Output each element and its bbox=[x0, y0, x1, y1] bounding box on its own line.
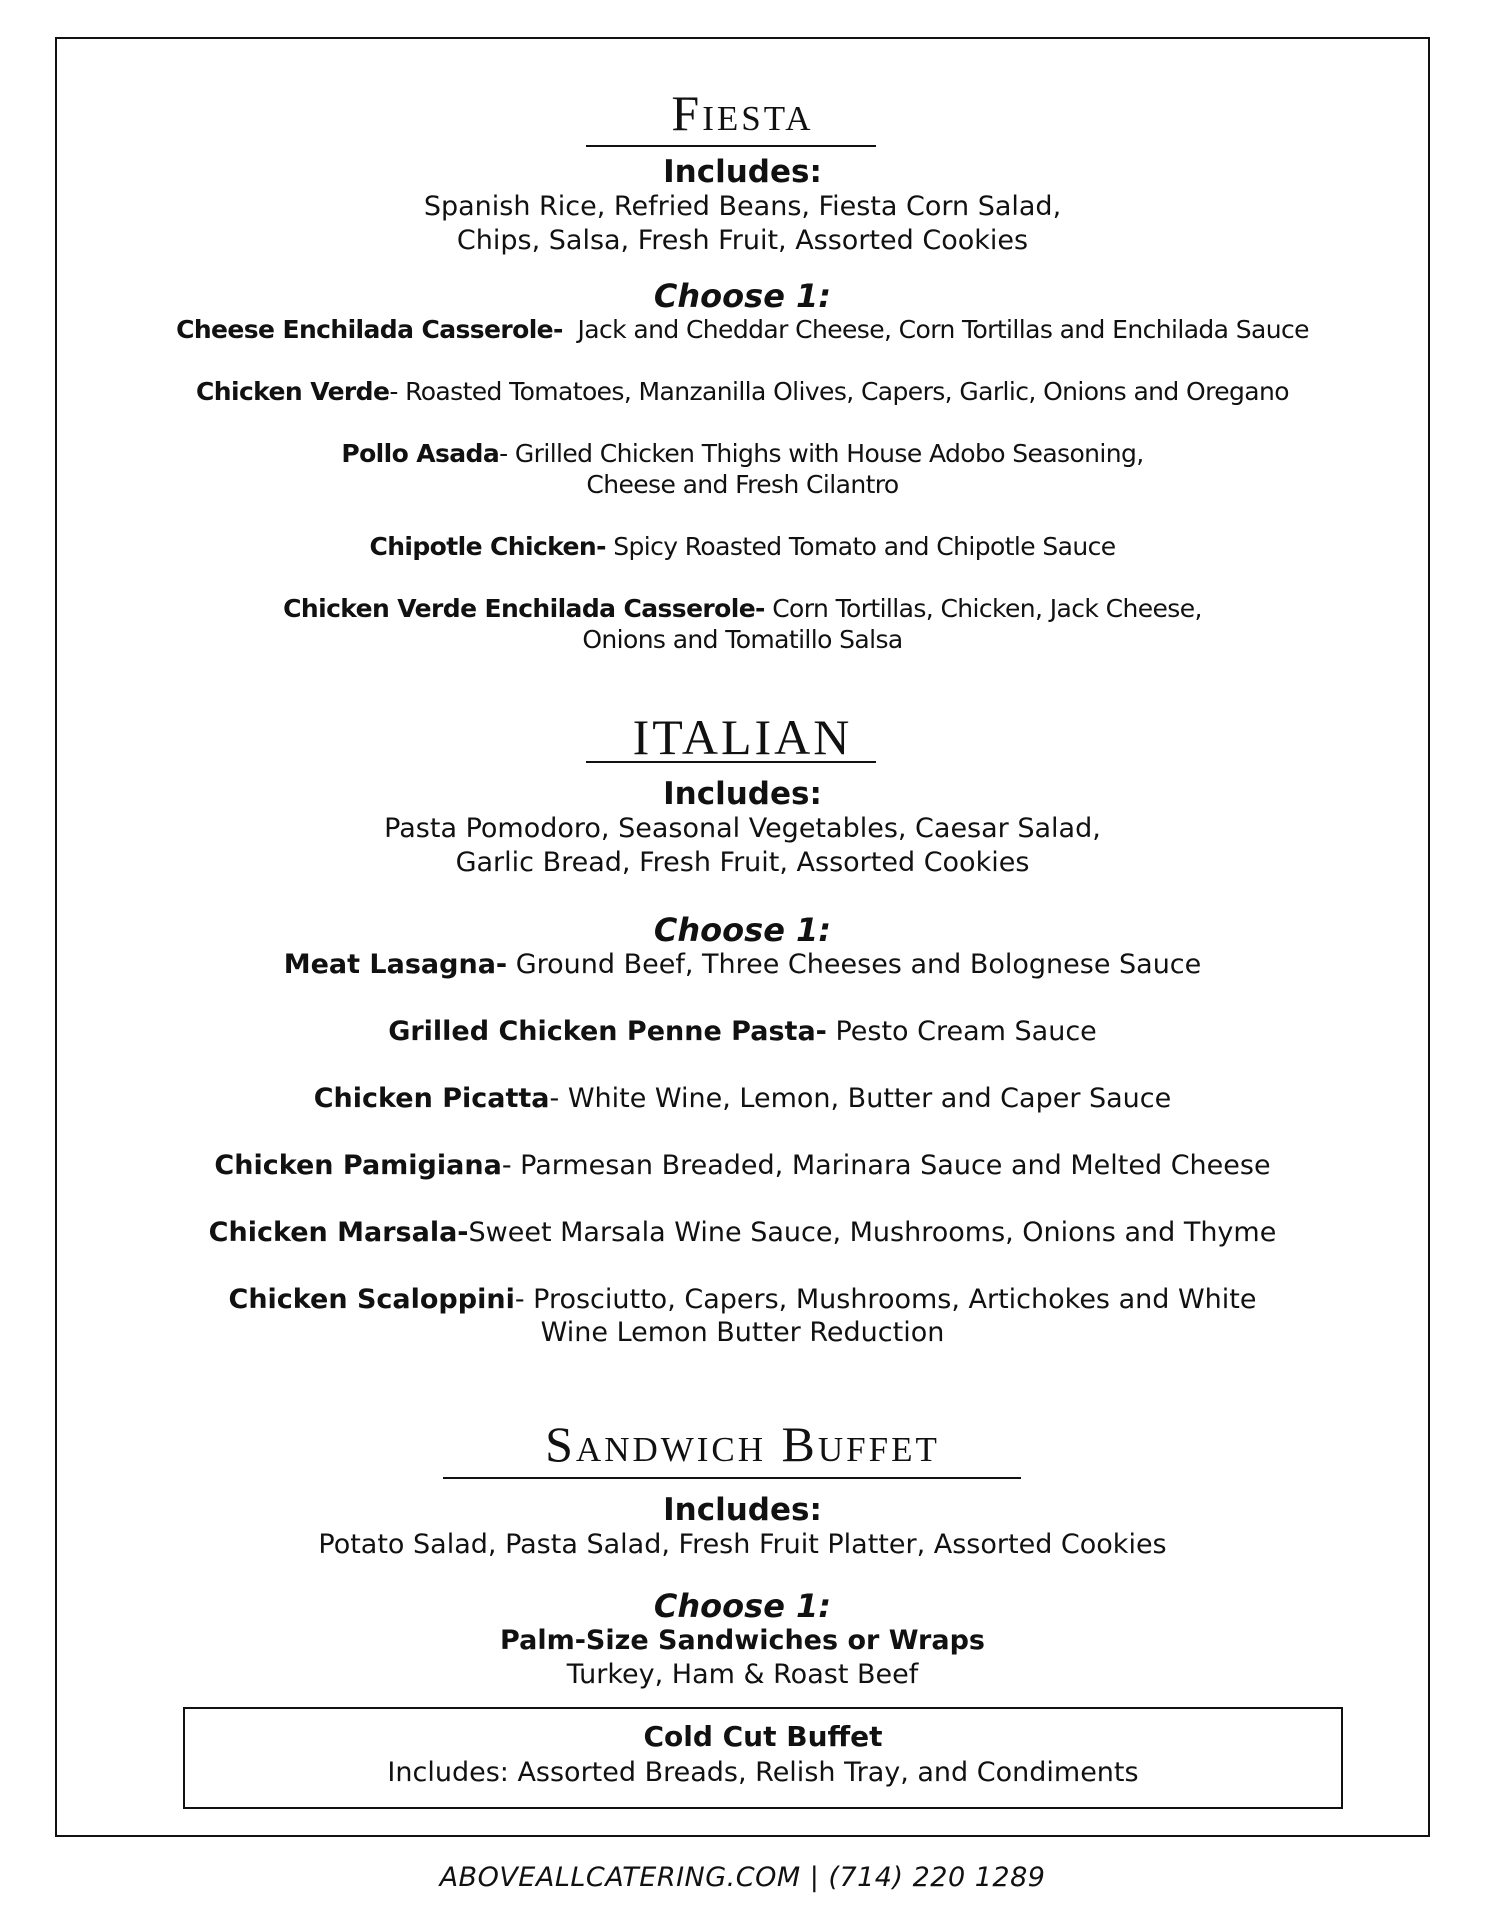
fiesta-menu-item bbox=[0, 534, 1485, 559]
item-desc: - Parmesan Breaded, Marinara Sauce and Melted Cheese bbox=[501, 1150, 1271, 1181]
italian-menu-item bbox=[0, 951, 1485, 978]
item-desc: Pesto Cream Sauce bbox=[826, 1016, 1097, 1047]
sandwich-option-desc: Turkey, Ham & Roast Beef bbox=[566, 1659, 919, 1690]
item-name: Pollo Asada bbox=[341, 439, 500, 468]
item-desc: Corn Tortillas, Chicken, Jack Cheese, bbox=[764, 594, 1202, 623]
fiesta-menu-item-continued: Onions and Tomatillo Salsa bbox=[582, 625, 903, 654]
item-name: Chicken Marsala- bbox=[208, 1217, 469, 1248]
item-name: Chicken Picatta bbox=[313, 1083, 550, 1114]
italian-title: ITALIAN bbox=[632, 709, 853, 765]
italian-includes-label: Includes: bbox=[663, 776, 822, 812]
sandwich-title-rule bbox=[443, 1477, 1021, 1479]
item-desc: Ground Beef, Three Cheeses and Bolognese Sauce bbox=[507, 949, 1202, 980]
fiesta-menu-item bbox=[0, 596, 1485, 621]
italian-includes-line: Garlic Bread, Fresh Fruit, Assorted Cookies bbox=[455, 847, 1030, 878]
item-desc: - Prosciutto, Capers, Mushrooms, Artichokes and White bbox=[514, 1284, 1257, 1315]
fiesta-menu-item bbox=[0, 317, 1485, 342]
item-desc: Jack and Cheddar Cheese, Corn Tortillas and Enchilada Sauce bbox=[562, 315, 1309, 344]
fiesta-includes-line: Chips, Salsa, Fresh Fruit, Assorted Cookies bbox=[456, 225, 1029, 256]
sandwich-option-title: Palm-Size Sandwiches or Wraps bbox=[500, 1625, 985, 1656]
italian-menu-item bbox=[0, 1286, 1485, 1313]
italian-menu-item bbox=[0, 1219, 1485, 1246]
footer-contact: ABOVEALLCATERING.COM | (714) 220 1289 bbox=[439, 1862, 1046, 1893]
item-name: Chipotle Chicken- bbox=[369, 532, 606, 561]
sandwich-title: Sandwich Buffet bbox=[545, 1416, 940, 1472]
italian-menu-item bbox=[0, 1152, 1485, 1179]
sandwich-choose-label: Choose 1: bbox=[653, 1587, 832, 1625]
item-desc: - Roasted Tomatoes, Manzanilla Olives, Capers, Garlic, Onions and Oregano bbox=[389, 377, 1289, 406]
italian-includes-line: Pasta Pomodoro, Seasonal Vegetables, Caesar Salad, bbox=[384, 813, 1101, 844]
item-name: Cheese Enchilada Casserole- bbox=[176, 315, 563, 344]
fiesta-menu-item bbox=[0, 379, 1485, 404]
fiesta-title: Fiesta bbox=[671, 85, 814, 141]
cold-cut-title: Cold Cut Buffet bbox=[643, 1720, 883, 1753]
fiesta-menu-item-continued: Cheese and Fresh Cilantro bbox=[586, 470, 899, 499]
italian-title-rule bbox=[586, 761, 876, 763]
item-name: Chicken Scaloppini bbox=[228, 1284, 515, 1315]
item-name: Meat Lasagna- bbox=[283, 949, 508, 980]
item-name: Grilled Chicken Penne Pasta- bbox=[388, 1016, 827, 1047]
italian-menu-item-continued: Wine Lemon Butter Reduction bbox=[540, 1317, 945, 1348]
sandwich-includes-line: Potato Salad, Pasta Salad, Fresh Fruit Platter, Assorted Cookies bbox=[318, 1529, 1167, 1560]
fiesta-includes-line: Spanish Rice, Refried Beans, Fiesta Corn Salad, bbox=[423, 191, 1062, 222]
fiesta-menu-item bbox=[0, 441, 1485, 466]
cold-cut-box bbox=[183, 1707, 1343, 1809]
fiesta-choose-label: Choose 1: bbox=[653, 277, 832, 315]
item-name: Chicken Pamigiana bbox=[214, 1150, 502, 1181]
item-desc: Sweet Marsala Wine Sauce, Mushrooms, Onions and Thyme bbox=[468, 1217, 1277, 1248]
italian-menu-item bbox=[0, 1085, 1485, 1112]
item-desc: Spicy Roasted Tomato and Chipotle Sauce bbox=[605, 532, 1116, 561]
item-name: Chicken Verde bbox=[196, 377, 390, 406]
item-desc: - White Wine, Lemon, Butter and Caper Sauce bbox=[549, 1083, 1172, 1114]
cold-cut-desc: Includes: Assorted Breads, Relish Tray, and Condiments bbox=[387, 1757, 1139, 1788]
item-desc: - Grilled Chicken Thighs with House Adobo Seasoning, bbox=[499, 439, 1144, 468]
sandwich-includes-label: Includes: bbox=[663, 1492, 822, 1528]
item-name: Chicken Verde Enchilada Casserole- bbox=[283, 594, 765, 623]
fiesta-includes-label: Includes: bbox=[663, 154, 822, 190]
italian-menu-item bbox=[0, 1018, 1485, 1045]
fiesta-title-rule bbox=[586, 145, 876, 147]
italian-choose-label: Choose 1: bbox=[653, 911, 832, 949]
